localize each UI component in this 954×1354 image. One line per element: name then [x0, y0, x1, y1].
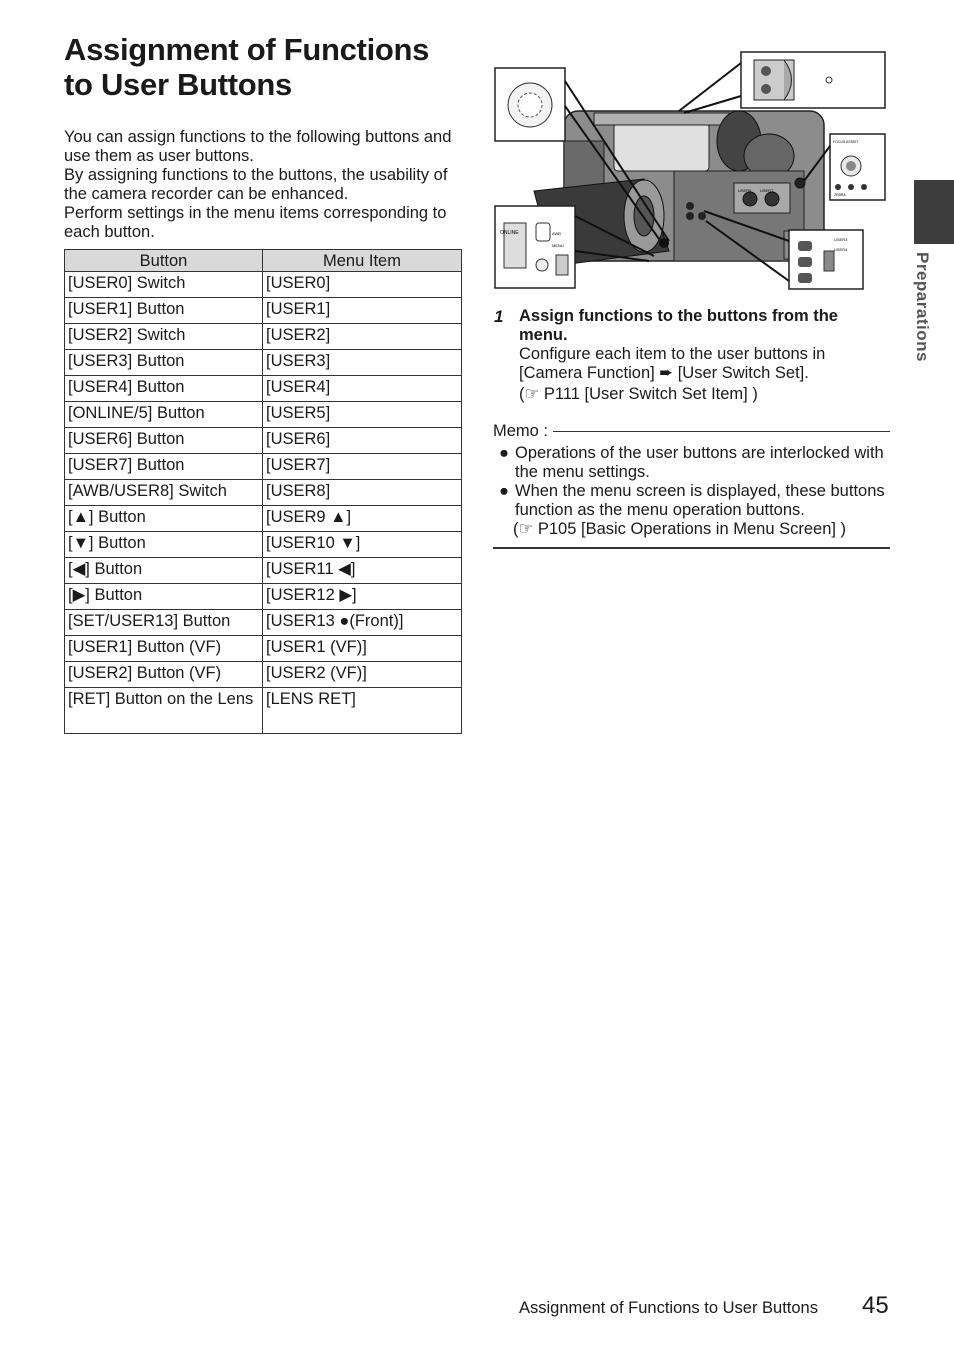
- step-reference: (☞ P111 [User Switch Set Item] ): [519, 385, 758, 403]
- intro-text: [64, 128, 464, 242]
- cell-button: [SET/USER13] Button: [65, 610, 263, 636]
- figure-label-awb: AWB: [552, 231, 561, 236]
- cell-button: [USER0] Switch: [65, 272, 263, 298]
- column-header-menu-item: Menu Item: [263, 250, 462, 272]
- side-tab-text: Preparations: [913, 252, 932, 362]
- table-row: [65, 662, 462, 688]
- table-row: [65, 350, 462, 376]
- title-line-1: Assignment of Functions: [64, 32, 430, 67]
- figure-label-online: ONLINE: [500, 230, 519, 236]
- cell-button: [USER4] Button: [65, 376, 263, 402]
- bullet-icon: ●: [499, 482, 509, 500]
- function-table: [64, 249, 462, 734]
- table-row: [65, 506, 462, 532]
- step-line: [Camera Function] ➨ [User Switch Set].: [519, 364, 809, 382]
- step-number: 1: [494, 307, 504, 326]
- table-row: [65, 454, 462, 480]
- table-row: [65, 688, 462, 734]
- cell-button: [RET] Button on the Lens: [65, 688, 263, 734]
- memo-label: Memo :: [493, 421, 549, 440]
- intro-paragraph: You can assign functions to the following buttons and use them as user buttons.: [64, 128, 452, 165]
- intro-paragraph: Perform settings in the menu items corresponding to each button.: [64, 204, 447, 241]
- memo-bottom-rule: [493, 547, 890, 549]
- table-row: [65, 376, 462, 402]
- camera-illustration: [494, 51, 886, 291]
- step-heading: Assign functions to the buttons from the menu.: [519, 307, 838, 344]
- page-title: [64, 32, 484, 102]
- table-row: [65, 272, 462, 298]
- cell-menu-item: [USER4]: [263, 376, 462, 402]
- memo-reference: (☞ P105 [Basic Operations in Menu Screen] ): [513, 520, 847, 538]
- callout-top-right: [679, 52, 885, 113]
- table-row: [65, 298, 462, 324]
- cell-button: [▶] Button: [65, 584, 263, 610]
- cell-menu-item: [USER9 ▲]: [263, 506, 462, 532]
- column-header-button: Button: [65, 250, 263, 272]
- cell-button: [ONLINE/5] Button: [65, 402, 263, 428]
- footer-title: Assignment of Functions to User Buttons: [519, 1299, 818, 1317]
- bullet-icon: ●: [499, 444, 509, 462]
- figure-label-user7: USER7: [760, 188, 774, 193]
- cell-menu-item: [USER1]: [263, 298, 462, 324]
- cell-menu-item: [USER13 ●(Front)]: [263, 610, 462, 636]
- table-header-row: [65, 250, 462, 272]
- cell-menu-item: [USER11 ◀]: [263, 558, 462, 584]
- side-tab-marker: [914, 180, 954, 244]
- cell-menu-item: [LENS RET]: [263, 688, 462, 734]
- table-row: [65, 402, 462, 428]
- table-row: [65, 324, 462, 350]
- figure-label-zebra: ZEBRA: [834, 193, 846, 197]
- table-row: [65, 532, 462, 558]
- cell-button: [USER1] Button (VF): [65, 636, 263, 662]
- cell-button: [USER2] Switch: [65, 324, 263, 350]
- cell-menu-item: [USER8]: [263, 480, 462, 506]
- cell-menu-item: [USER5]: [263, 402, 462, 428]
- figure-label-focus-assist: FOCUS ASSIST: [833, 140, 859, 144]
- table-row: [65, 636, 462, 662]
- cell-button: [◀] Button: [65, 558, 263, 584]
- table-row: [65, 480, 462, 506]
- title-line-2: to User Buttons: [64, 67, 293, 102]
- cell-button: [USER2] Button (VF): [65, 662, 263, 688]
- cell-menu-item: [USER3]: [263, 350, 462, 376]
- cell-menu-item: [USER6]: [263, 428, 462, 454]
- memo-box: [493, 421, 890, 549]
- figure-label-menu: MENU: [552, 243, 564, 248]
- table-row: [65, 558, 462, 584]
- cell-button: [USER3] Button: [65, 350, 263, 376]
- table-row: [65, 610, 462, 636]
- cell-menu-item: [USER2 (VF)]: [263, 662, 462, 688]
- memo-list: [493, 444, 890, 520]
- figure-label-user4: USER4: [834, 247, 848, 252]
- cell-button: [USER7] Button: [65, 454, 263, 480]
- list-item: [493, 482, 890, 520]
- cell-menu-item: [USER0]: [263, 272, 462, 298]
- table-row: [65, 584, 462, 610]
- cell-button: [▲] Button: [65, 506, 263, 532]
- side-tab-label: [900, 252, 940, 392]
- cell-button: [USER1] Button: [65, 298, 263, 324]
- memo-item-text: Operations of the user buttons are interlocked with the menu settings.: [515, 444, 884, 481]
- figure-label-user6: USER6: [738, 188, 752, 193]
- cell-menu-item: [USER12 ▶]: [263, 584, 462, 610]
- camera-drawing: [494, 51, 886, 291]
- cell-button: [▼] Button: [65, 532, 263, 558]
- memo-item-text: When the menu screen is displayed, these buttons function as the menu operation buttons.: [515, 482, 885, 519]
- camera-body: [534, 111, 824, 266]
- step-line: Configure each item to the user buttons in: [519, 345, 826, 363]
- step-body: [519, 307, 889, 404]
- intro-paragraph: By assigning functions to the buttons, the usability of the camera recorder can be enhanced.: [64, 166, 448, 203]
- cell-button: [USER6] Button: [65, 428, 263, 454]
- memo-divider: [553, 431, 890, 432]
- figure-label-user3: USER3: [834, 237, 848, 242]
- cell-menu-item: [USER1 (VF)]: [263, 636, 462, 662]
- cell-button: [AWB/USER8] Switch: [65, 480, 263, 506]
- list-item: [493, 444, 890, 482]
- cell-menu-item: [USER7]: [263, 454, 462, 480]
- cell-menu-item: [USER10 ▼]: [263, 532, 462, 558]
- table-row: [65, 428, 462, 454]
- cell-menu-item: [USER2]: [263, 324, 462, 350]
- page-number: 45: [862, 1292, 889, 1319]
- memo-header: [493, 421, 890, 441]
